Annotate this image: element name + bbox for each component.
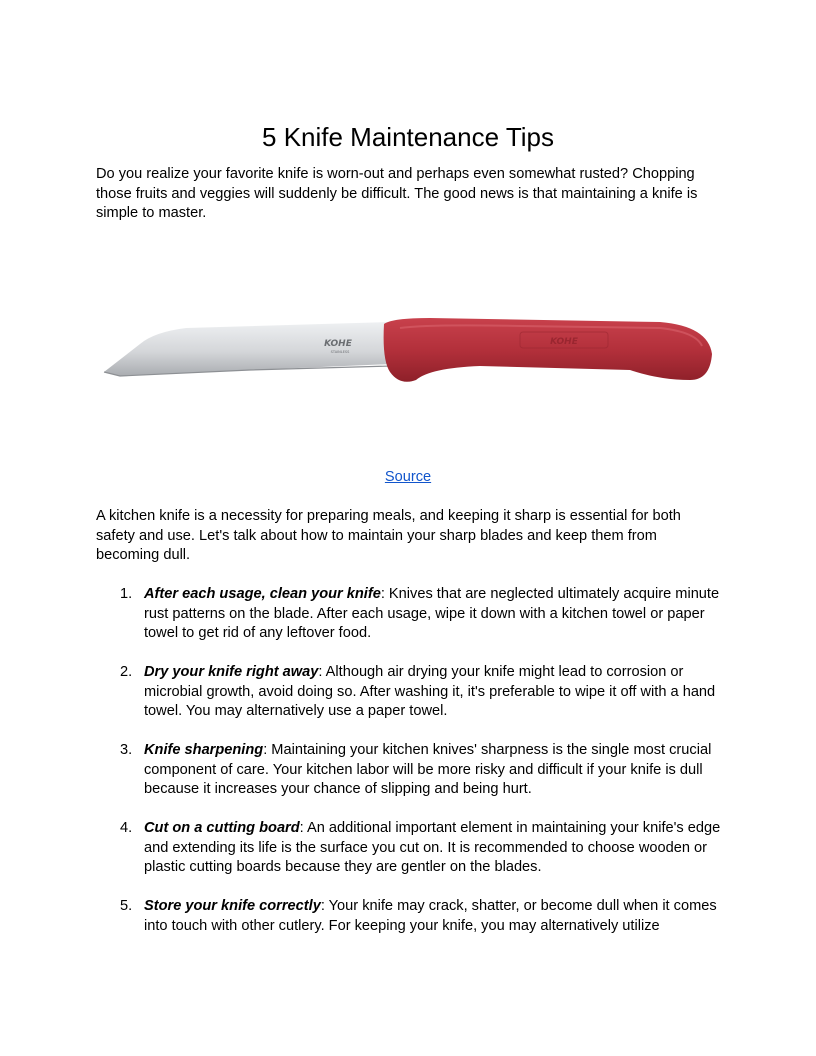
tip-text: : Your knife may crack, shatter, or become dull when it comes into touch with other cutlery. For keeping your knife, you may alternatively utilize (144, 898, 717, 934)
knife-blade (104, 322, 392, 376)
handle-brand-text: KOHE (550, 337, 578, 347)
tip-term: Knife sharpening (144, 742, 264, 758)
list-item (96, 585, 726, 644)
source-link[interactable]: Source (384, 469, 432, 485)
tip-text: : An additional important element in maintaining your knife's edge and extending its life is the surface you cut on. It is recommended to choose wooden or plastic cutting boards because they are gentler on the blades. (144, 820, 721, 875)
tip-text: : Maintaining your kitchen knives' sharpness is the single most crucial component of care. Your kitchen labor will be more risky and difficult if your knife is dull because it increases your chance of slipping and being hurt. (144, 742, 712, 797)
list-number: 2. (120, 664, 133, 680)
list-number: 4. (120, 820, 133, 836)
list-number: 1. (120, 586, 133, 602)
list-item (96, 897, 726, 936)
tip-term: After each usage, clean your knife (144, 586, 381, 602)
knife-image (100, 310, 716, 386)
page-title: 5 Knife Maintenance Tips (262, 122, 554, 152)
tip-term: Dry your knife right away (144, 664, 319, 680)
list-item (96, 819, 726, 878)
blade-subtext: STAINLESS (330, 350, 350, 354)
tip-text: : Knives that are neglected ultimately acquire minute rust patterns on the blade. After each usage, wipe it down with a kitchen towel or paper towel to get rid of any leftover food. (144, 586, 720, 641)
tips-list (96, 585, 726, 956)
source-caption (0, 468, 816, 488)
tip-term: Store your knife correctly (144, 898, 321, 914)
list-item (96, 663, 726, 722)
intro-paragraph: Do you realize your favorite knife is worn-out and perhaps even somewhat rusted? Chopping those fruits and veggies will suddenly be difficult. The good news is that maintaining a knife is simple to master. (96, 166, 698, 221)
tip-term: Cut on a cutting board (144, 820, 300, 836)
list-number: 3. (120, 742, 133, 758)
blade-brand-text: KOHE (324, 339, 352, 349)
list-item (96, 741, 726, 800)
body-paragraph: A kitchen knife is a necessity for preparing meals, and keeping it sharp is essential for both safety and use. Let's talk about how to maintain your sharp blades and keep them from becoming dull. (96, 508, 681, 563)
tip-text: : Although air drying your knife might lead to corrosion or microbial growth, avoid doing so. After washing it, it's preferable to wipe it off with a hand towel. You may alternatively use a paper towel. (144, 664, 716, 719)
list-number: 5. (120, 898, 133, 914)
